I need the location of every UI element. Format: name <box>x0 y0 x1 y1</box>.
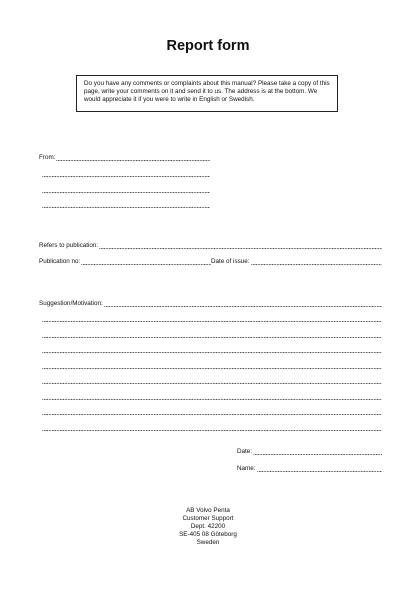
date-label: Date: <box>237 448 253 455</box>
suggestion-line-2[interactable] <box>41 315 382 323</box>
dotted-line <box>42 207 210 208</box>
refers-to-publication-field[interactable] <box>39 242 382 250</box>
refers-line <box>99 248 382 249</box>
refers-label: Refers to publication: <box>39 242 99 249</box>
name-line <box>257 471 382 472</box>
dotted-line <box>42 368 382 369</box>
address-line: Dept. 42200 <box>190 523 226 530</box>
dotted-line <box>42 399 382 400</box>
dotted-line <box>42 352 382 353</box>
suggestion-line-7[interactable] <box>41 393 382 401</box>
from-line <box>56 160 210 161</box>
dotted-line <box>42 192 210 193</box>
suggestion-line-3[interactable] <box>41 331 382 339</box>
from-line-4[interactable] <box>41 201 210 209</box>
dotted-line <box>42 430 382 431</box>
name-label: Name: <box>237 465 256 472</box>
date-line <box>253 454 382 455</box>
pubno-line <box>81 264 211 265</box>
dotted-line <box>42 176 210 177</box>
from-field[interactable] <box>39 154 210 162</box>
suggestion-line-6[interactable] <box>41 377 382 385</box>
suggestion-line <box>104 306 382 307</box>
address-line: Customer Support <box>182 515 234 522</box>
suggestion-line-4[interactable] <box>41 346 382 354</box>
dotted-line <box>42 383 382 384</box>
from-label: From: <box>39 154 56 161</box>
pubno-label: Publication no: <box>39 258 81 265</box>
suggestion-field[interactable] <box>39 300 382 308</box>
name-field[interactable] <box>237 465 382 473</box>
page-title: Report form <box>166 38 250 54</box>
suggestion-line-5[interactable] <box>41 362 382 370</box>
notice-box: Do you have any comments or complaints about this manual? Please take a copy of this page, write your comments on it and send it to us. The address is at the bottom. We would appreciate it if you were to write in English or Swedish. <box>76 75 338 112</box>
date-of-issue-field[interactable] <box>211 258 382 266</box>
address-line: Sweden <box>196 539 220 546</box>
from-line-3[interactable] <box>41 186 210 194</box>
publication-no-field[interactable] <box>39 258 211 266</box>
dotted-line <box>42 321 382 322</box>
suggestion-line-8[interactable] <box>41 408 382 416</box>
address-line: SE-405 08 Göteborg <box>179 531 237 538</box>
suggestion-label: Suggestion/Motivation: <box>39 300 103 307</box>
from-line-2[interactable] <box>41 170 210 178</box>
date-field[interactable] <box>237 448 382 456</box>
address-line: AB Volvo Penta <box>186 507 230 514</box>
mailing-address <box>0 507 416 547</box>
suggestion-line-9[interactable] <box>41 424 382 432</box>
dotted-line <box>42 337 382 338</box>
issue-line <box>251 264 382 265</box>
dotted-line <box>42 414 382 415</box>
issue-label: Date of issue: <box>211 258 250 265</box>
